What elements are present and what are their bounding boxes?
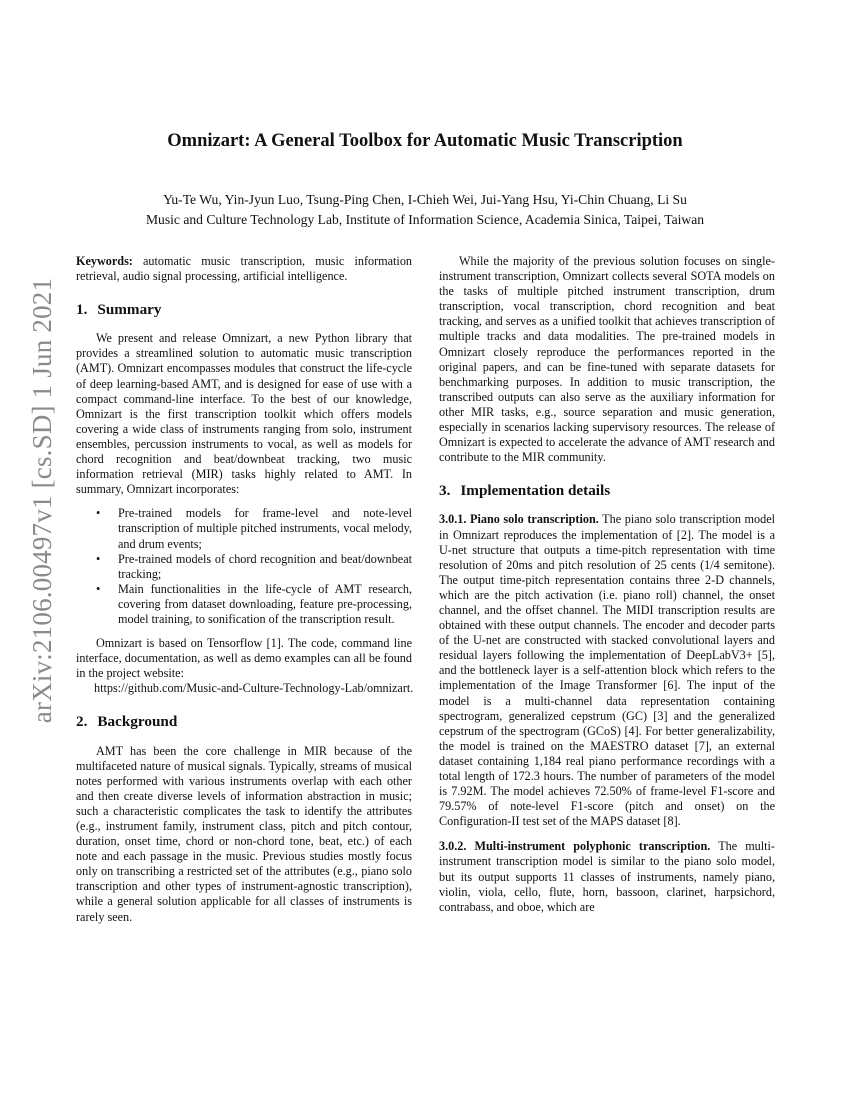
subsection-heading: 3.0.2. Multi-instrument polyphonic transcription. bbox=[439, 839, 711, 854]
bullet-item: • Pre-trained models for frame-level and note-level transcription of multiple pitched instruments, vocal melody, and drum events; bbox=[76, 506, 412, 551]
subsection-text: The piano solo transcription model in Omnizart reproduces the implementation of [2]. The model is a U-net structure that outputs a time-pitch representation with time resolution of 20ms and pitch resolution of 25 cents (1/4 semitone). The output time-pitch representation contains three 2-D channels, which are the pitch activation (i.e. piano roll) channel, the onset channel, and the offset channel. The MIDI transcription results are obtained with these output channels. The encoder and decoder parts of the U-net are constructed with stacked convolutional layers and residual layers following the implementation of DeepLabV3+ [5], and the bottleneck layer is a self-attention block which refers to the implementation of the Image Transformer [6]. The input of the model is a multi-channel data representation containing spectrogram, generalized cepstrum (GC) [3] and the generalized cepstrum of the spectrogram (GCoS) [4]. For better generalizability, the model is trained on the MAESTRO dataset [7], an external dataset containing 1,184 real piano performance recordings with a total length of 172.3 hours. The number of parameters of the model is 7.92M. The model achieves 72.50% of frame-level F1-score and 79.57% of note-level F1-score (pitch and onset) on the Configuration-II test set of the MAPS dataset [8]. bbox=[439, 512, 775, 829]
section-heading-implementation bbox=[439, 483, 775, 498]
background-paragraph: AMT has been the core challenge in MIR because of the multifaceted nature of musical signals. Typically, streams of musical notes performed with various instruments overlap with each other and then create diverse levels of information abstraction in music; such a characteristic complicates the task to identify the attributes (e.g., instrument family, instrument class, pitch and pitch contour, duration, onset time, chord or non-chord tone, beat, etc.) of each note and each passage in the music. Previous studies mostly focus only on transcribing a restricted set of the attributes (e.g., piano solo transcription and other types of instrument-agnostic transcription), while a general solution applicable for all classes of instruments is rarely seen. bbox=[76, 743, 412, 924]
author-list: Yu-Te Wu, Yin-Jyun Luo, Tsung-Ping Chen, I-Chieh Wei, Jui-Yang Hsu, Yi-Chin Chuang, Li Su bbox=[163, 192, 687, 207]
subsection-text: The multi-instrument transcription model is similar to the piano solo model, but its output supports 11 classes of instruments, namely piano, violin, viola, cello, flute, horn, bassoon, clarinet, harpsichord, contrabass, and oboe, which are bbox=[439, 839, 775, 914]
author-affiliation: Music and Culture Technology Lab, Institute of Information Science, Academia Sinica, Taipei, Taiwan bbox=[145, 212, 705, 227]
section-title: Background bbox=[97, 713, 178, 731]
paper-title: Omnizart: A General Toolbox for Automatic Music Transcription bbox=[167, 131, 683, 151]
arxiv-identifier-stamp bbox=[18, 220, 68, 780]
bullet-item: • Pre-trained models of chord recognition and beat/downbeat tracking; bbox=[76, 552, 412, 582]
summary-bullet-list bbox=[76, 506, 412, 627]
section-title: Implementation details bbox=[460, 482, 611, 500]
keywords-text: automatic music transcription, music information retrieval, audio signal processing, artificial intelligence. bbox=[76, 254, 413, 284]
summary-paragraph: We present and release Omnizart, a new Python library that provides a streamlined solution to automatic music transcription (AMT). Omnizart encompasses modules that construct the life-cycle of deep learning-based AMT, and is designed for ease of use with a compact command-line interface. To the best of our knowledge, Omnizart is the first transcription toolkit which offers models covering a wide class of instruments ranging from solo, instrument ensembles, percussion instruments to vocal, as well as models for chord recognition and beat/downbeat tracking, two music information retrieval (MIR) tasks highly related to AMT. In summary, Omnizart incorporates: bbox=[76, 331, 412, 497]
background-paragraph-continued: While the majority of the previous solution focuses on single-instrument transcription, Omnizart collects several SOTA models on the tasks of multiple pitched instrument transcription, drum transcription, vocal transcription, chord recognition and beat tracking, and serves as a unified toolkit that achieves transcription of multiple tracks and data modalities. The pre-trained models in Omnizart closely reproduce the performances reported in the original papers, and can be fine-tuned with separate datasets for benchmarking purposes. In addition to music transcription, the transcribed outputs can also serve as the auxiliary information for other MIR tasks, e.g., source separation and music generation, especially in scenarios lacking supervisory resources. The release of Omnizart is expected to accelerate the advance of AMT research and contribute to the MIR community. bbox=[439, 254, 775, 465]
section-number: 1. bbox=[76, 301, 88, 319]
project-website-link[interactable]: https://github.com/Music-and-Culture-Technology-Lab/omnizart. bbox=[94, 681, 414, 696]
section-title: Summary bbox=[97, 301, 162, 319]
section-heading-summary bbox=[76, 302, 412, 317]
left-column bbox=[76, 254, 412, 925]
summary-paragraph-code: Omnizart is based on Tensorflow [1]. The code, command line interface, documentation, as well as demo examples can all be found in the project website: bbox=[76, 636, 412, 681]
subsection-heading: 3.0.1. Piano solo transcription. bbox=[439, 512, 599, 527]
section-number: 3. bbox=[439, 482, 451, 500]
author-block bbox=[0, 190, 850, 230]
section-heading-background bbox=[76, 714, 412, 729]
section-number: 2. bbox=[76, 713, 88, 731]
keywords-label: Keywords: bbox=[76, 254, 133, 268]
arxiv-identifier-text: arXiv:2106.00497v1 [cs.SD] 1 Jun 2021 bbox=[27, 277, 58, 723]
bullet-item: • Main functionalities in the life-cycle of AMT research, covering from dataset downloading, feature pre-processing, model training, to sonification of the transcription result. bbox=[76, 582, 412, 627]
keywords-paragraph bbox=[76, 254, 412, 284]
right-column bbox=[439, 254, 775, 915]
